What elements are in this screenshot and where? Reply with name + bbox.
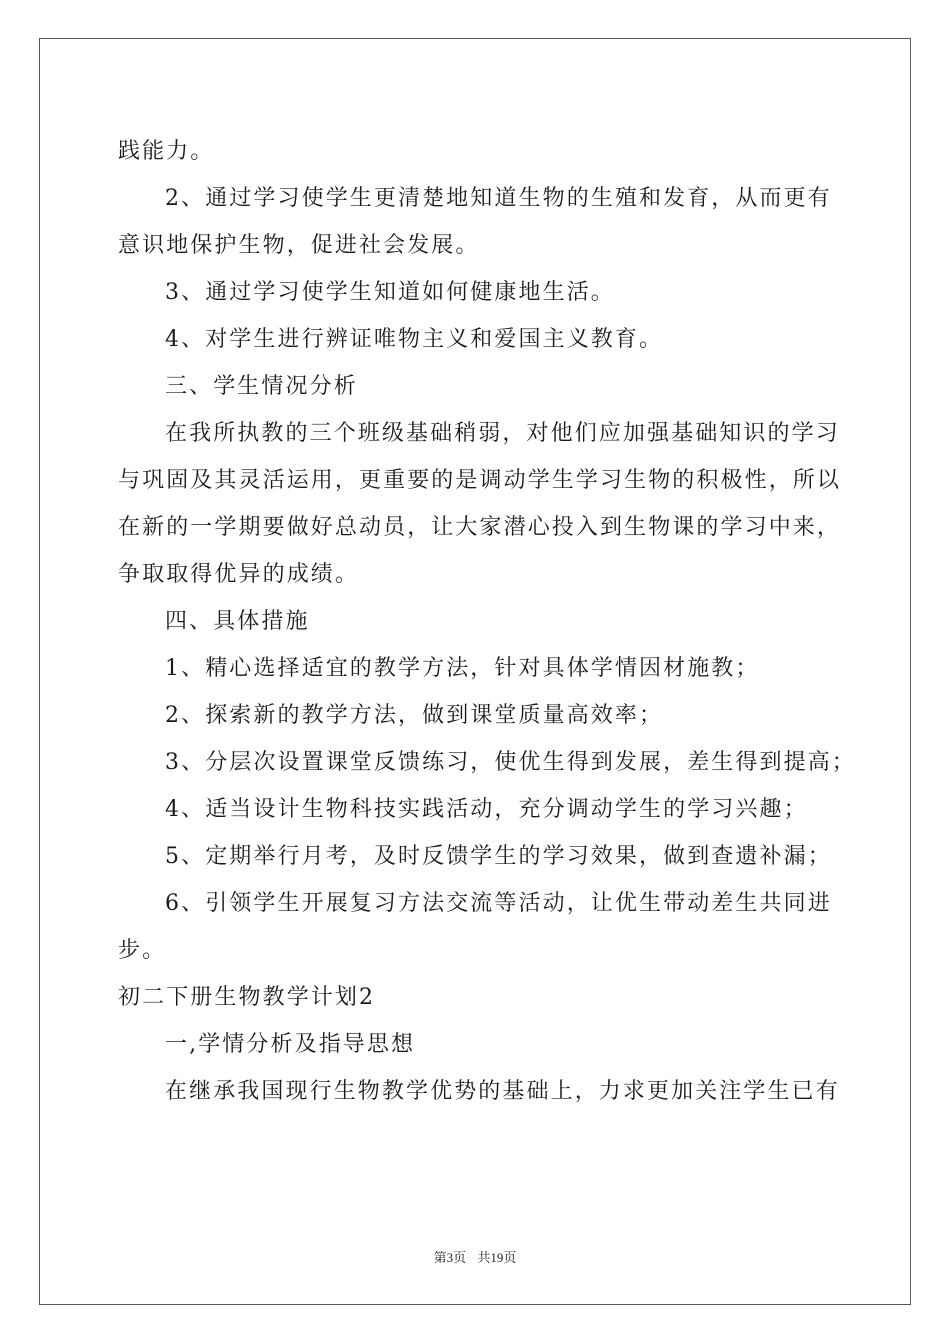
section-heading-1: 一,学情分析及指导思想 bbox=[165, 1032, 416, 1057]
text-line-8: 与巩固及其灵活运用，更重要的是调动学生学习生物的积极性，所以 bbox=[118, 468, 842, 493]
text-line-1: 践能力。 bbox=[118, 139, 215, 164]
text-line-3: 意识地保护生物，促进社会发展。 bbox=[118, 233, 480, 258]
section-heading-4: 四、具体措施 bbox=[165, 609, 310, 634]
document-title-2: 初二下册生物教学计划2 bbox=[118, 985, 376, 1010]
text-line-10: 争取取得优异的成绩。 bbox=[118, 562, 360, 587]
text-line-2: 2、通过学习使学生更清楚地知道生物的生殖和发育，从而更有 bbox=[165, 186, 832, 211]
list-item-6-continued: 步。 bbox=[118, 938, 167, 963]
list-item-3: 3、分层次设置课堂反馈练习，使优生得到发展，差生得到提高； bbox=[165, 750, 856, 775]
text-line-9: 在新的一学期要做好总动员，让大家潜心投入到生物课的学习中来， bbox=[118, 515, 842, 540]
page-number: 第3页 bbox=[433, 1250, 467, 1265]
text-line-5: 4、对学生进行辨证唯物主义和爱国主义教育。 bbox=[165, 327, 664, 352]
document-body bbox=[118, 128, 856, 1115]
text-line-4: 3、通过学习使学生知道如何健康地生活。 bbox=[165, 280, 615, 305]
list-item-2: 2、探索新的教学方法，做到课堂质量高效率； bbox=[165, 703, 664, 728]
total-pages: 共19页 bbox=[477, 1250, 517, 1265]
list-item-5: 5、定期举行月考，及时反馈学生的学习效果，做到查遗补漏； bbox=[165, 844, 832, 869]
list-item-4: 4、适当设计生物科技实践活动，充分调动学生的学习兴趣； bbox=[165, 797, 808, 822]
text-line-21: 在继承我国现行生物教学优势的基础上，力求更加关注学生已有 bbox=[165, 1079, 840, 1104]
list-item-6: 6、引领学生开展复习方法交流等活动，让优生带动差生共同进 bbox=[165, 891, 832, 916]
page-footer bbox=[0, 1247, 950, 1266]
list-item-1: 1、精心选择适宜的教学方法，针对具体学情因材施教； bbox=[165, 656, 760, 681]
section-heading-3: 三、学生情况分析 bbox=[165, 374, 358, 399]
text-line-7: 在我所执教的三个班级基础稍弱，对他们应加强基础知识的学习 bbox=[165, 421, 840, 446]
